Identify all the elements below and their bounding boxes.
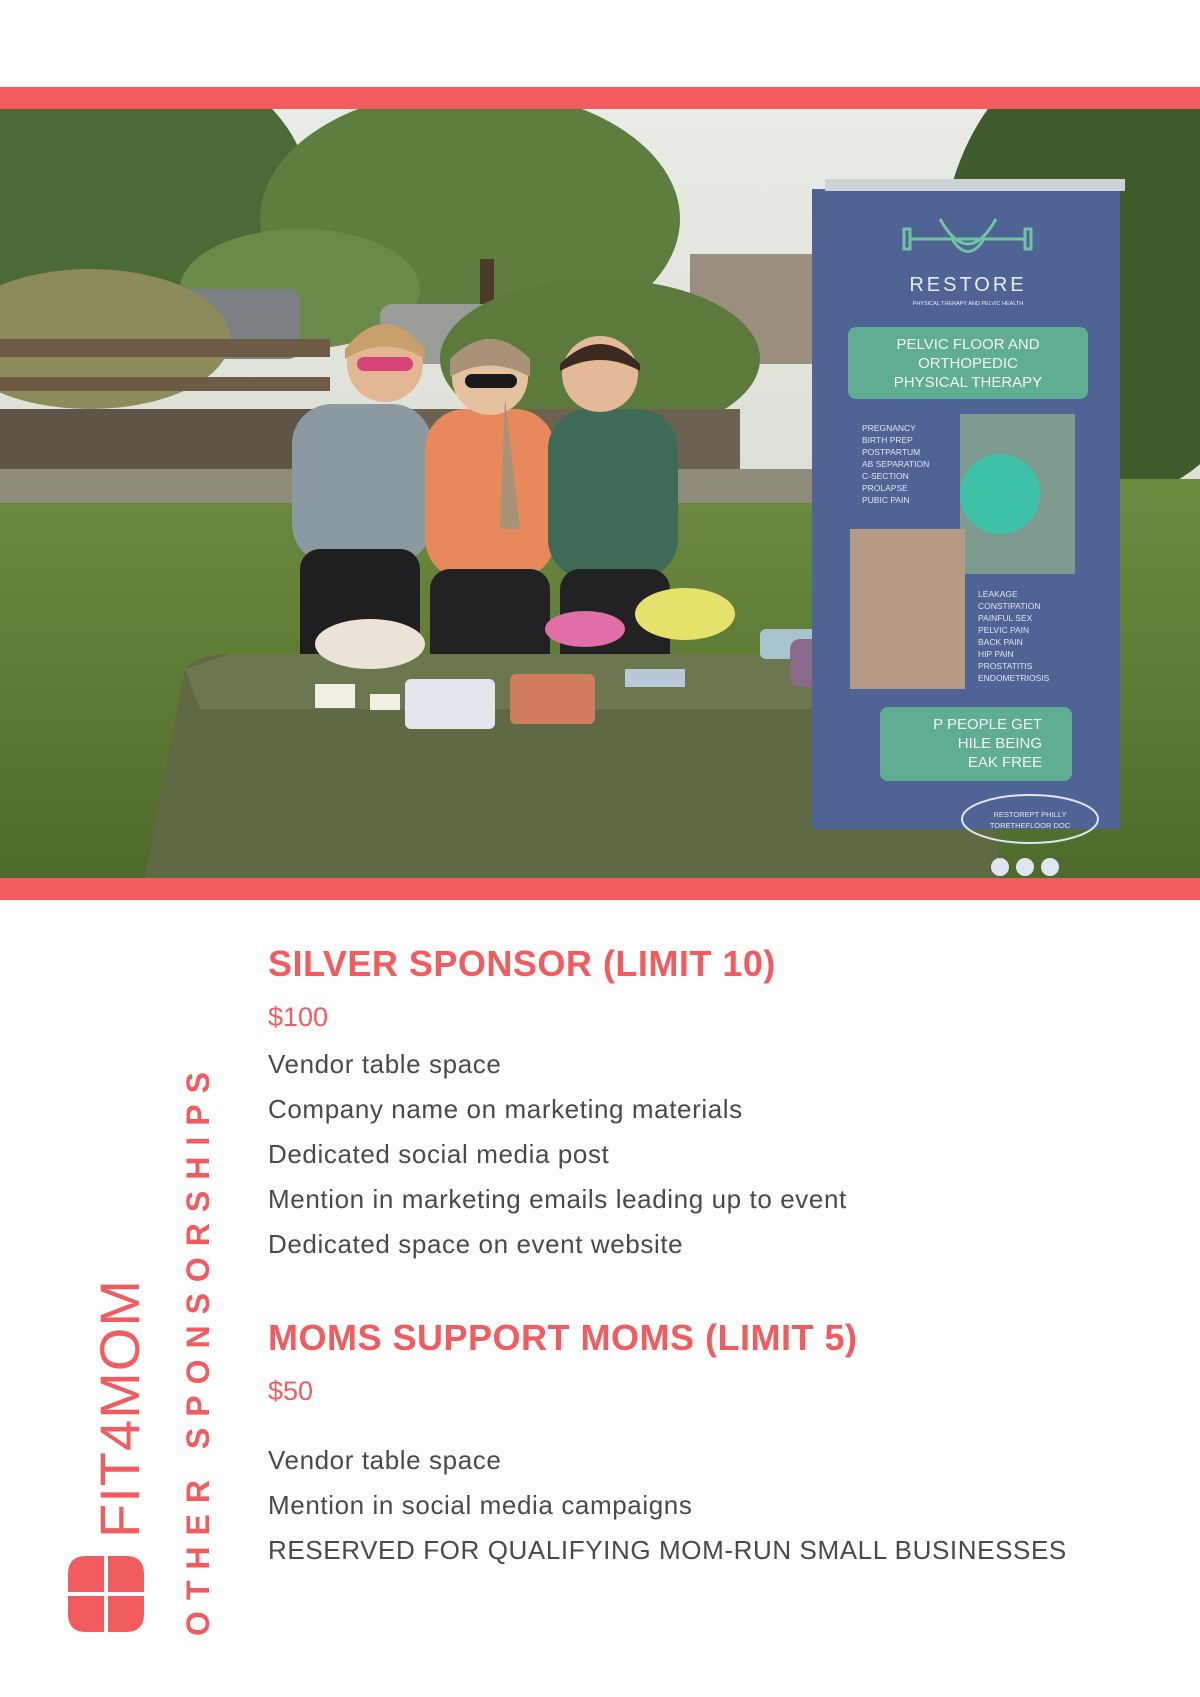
tier-price: $100 — [268, 1002, 329, 1032]
photo-frame — [0, 87, 1200, 900]
banner-list2-item: PAINFUL SEX — [978, 613, 1033, 623]
banner-list2-item: CONSTIPATION — [978, 601, 1041, 611]
banner-list1-item: PREGNANCY — [862, 423, 916, 433]
banner-list2-item: PELVIC PAIN — [978, 625, 1030, 635]
banner-list2-item: BACK PAIN — [978, 637, 1023, 647]
benefit-item: Company name on marketing materials — [268, 1094, 743, 1124]
banner-list2-item: PROSTATITIS — [978, 661, 1033, 671]
brand-wordmark: FIT4MOM — [88, 1279, 151, 1538]
banner-list1-item: PUBIC PAIN — [862, 495, 910, 505]
tier-title: SILVER SPONSOR (LIMIT 10) — [268, 943, 776, 984]
benefit-item: Mention in social media campaigns — [268, 1490, 693, 1520]
banner-box-line-1: PELVIC FLOOR AND — [896, 336, 1040, 353]
banner-box-line-3: PHYSICAL THERAPY — [893, 374, 1043, 391]
banner-list1-item: C-SECTION — [862, 471, 909, 481]
banner-handle-2: TORETHEFLOOR DOC — [989, 821, 1071, 830]
banner-handle-1: RESTOREPT PHILLY — [993, 810, 1067, 819]
tier-benefits — [268, 1438, 1067, 1573]
banner-bottom-line-1: P PEOPLE GET — [933, 716, 1042, 733]
event-photo — [0, 109, 1200, 878]
benefit-item: RESERVED FOR QUALIFYING MOM-RUN SMALL BUSINESSES — [268, 1535, 1067, 1565]
benefit-item: Vendor table space — [268, 1445, 502, 1475]
benefit-item: Dedicated space on event website — [268, 1229, 684, 1259]
banner-list1-item: AB SEPARATION — [862, 459, 930, 469]
benefit-item: Vendor table space — [268, 1049, 502, 1079]
banner-bottom-line-2: HILE BEING — [957, 735, 1042, 752]
banner-brand: RESTORE — [909, 274, 1027, 296]
banner-list2-item: LEAKAGE — [978, 589, 1018, 599]
tier-title: MOMS SUPPORT MOMS (LIMIT 5) — [268, 1317, 858, 1358]
tier-benefits — [268, 1042, 847, 1267]
banner-list2-item: ENDOMETRIOSIS — [978, 673, 1050, 683]
tier-silver — [268, 942, 847, 1267]
fit4mom-logo-icon — [66, 1554, 146, 1639]
banner-tagline: PHYSICAL THERAPY AND PELVIC HEALTH — [912, 301, 1024, 307]
banner-list1-item: PROLAPSE — [862, 483, 908, 493]
side-title: OTHER SPONSORSHIPS — [180, 1061, 216, 1636]
benefit-item: Dedicated social media post — [268, 1139, 610, 1169]
banner-bottom-line-3: EAK FREE — [967, 754, 1042, 771]
banner-list1-item: POSTPARTUM — [862, 447, 921, 457]
restore-banner — [812, 179, 1125, 876]
benefit-item: Mention in marketing emails leading up to event — [268, 1184, 847, 1214]
banner-list2-item: HIP PAIN — [978, 649, 1014, 659]
banner-box-line-2: ORTHOPEDIC — [918, 355, 1018, 372]
banner-list1-item: BIRTH PREP — [862, 435, 913, 445]
tier-moms-support-moms — [268, 1316, 1067, 1573]
tier-price: $50 — [268, 1376, 314, 1406]
